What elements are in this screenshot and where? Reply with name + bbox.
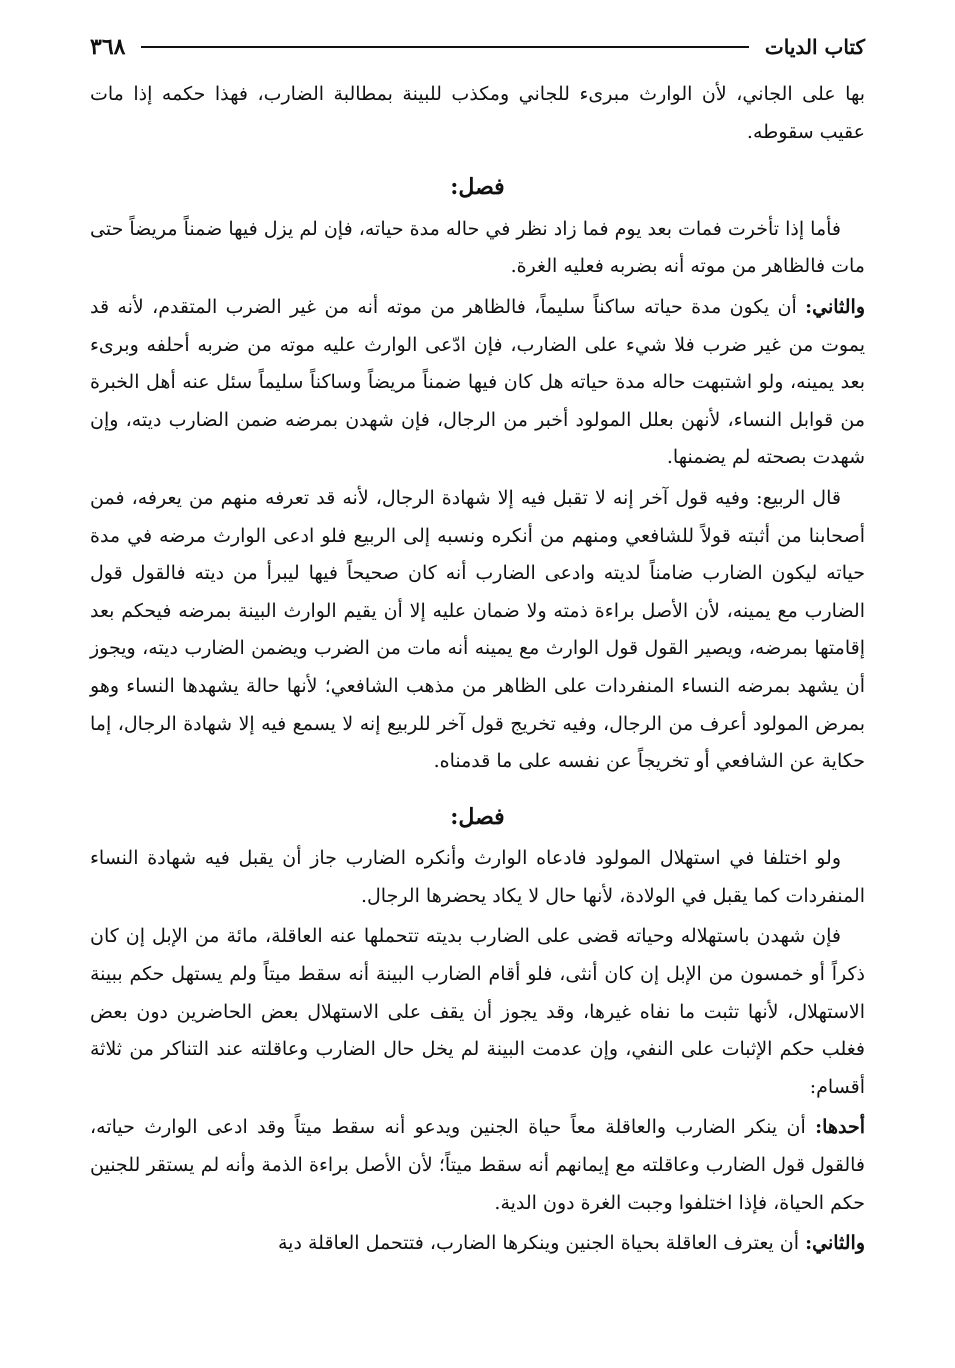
book-title: كتاب الديات <box>764 35 865 59</box>
header-rule <box>141 46 748 48</box>
section-heading: فصل: <box>450 803 505 830</box>
paragraph-lead: والثاني: <box>805 1232 865 1255</box>
paragraph: ولو اختلفا في استهلال المولود فادعاه الوارث وأنكره الضارب جاز أن يقبل فيه شهادة النساء المنفردات كما يقبل في الولادة، لأنها حال لا يكاد يحضرها الرجال. <box>90 847 865 907</box>
page-header <box>90 30 865 64</box>
paragraph <box>90 1225 865 1263</box>
paragraph: بها على الجاني، لأن الوارث مبرىء للجاني ومكذب للبينة بمطالبة الضارب، فهذا حكمه إذا مات عقيب سقوطه. <box>90 83 865 143</box>
paragraph: فإن شهدن باستهلاله وحياته قضى على الضارب بديته تتحملها عنه العاقلة، مائة من الإبل إن كان ذكراً أو خمسون من الإبل إن كان أنثى، فلو أقام الضارب البينة أنه سقط ميتاً ولم يستهل حكم ببينة الاستهلال، لأنها تثبت ما نفاه غيرها، وقد يجوز أن يقف على الاستهلال بعض الحاضرين دون بعض فغلب حكم الإثبات على النفي، وإن عدمت البينة لم يخل حال الضارب وعاقلته عند التناكر من ثلاثة أقسام: <box>90 925 866 1098</box>
paragraph <box>90 289 865 477</box>
paragraph: قال الربيع: وفيه قول آخر إنه لا تقبل فيه إلا شهادة الرجال، لأنه قد تعرفه منهم من يعرفه، فمن أصحابنا من أثبته قولاً للشافعي ومنهم من أنكره ونسبه إلى الربيع فلو ادعى الوارث مرضه في مدة حياته ليكون الضارب ضامناً لديته وادعى الضارب أنه كان صحيحاً فيها ليبرأ من ديته فالقول قول الضارب مع يمينه، لأن الأصل براءة ذمته ولا ضمان عليه إلا أن يقيم الوارث البينة بمرضه فيحكم بعد إقامتها بمرضه، ويصير القول قول الوارث مع يمينه أنه مات من الضرب ويضمن الضارب ديته، ويجوز أن يشهد بمرضه النساء المنفردات على الظاهر من مذهب الشافعي؛ لأنها حالة يشهدها النساء وهو بمرض المولود أعرف من الرجال، وفيه تخريج قول آخر للربيع إنه لا يسمع فيه إلا شهادة الرجال، إما حكاية عن الشافعي أو تخريجاً عن نفسه على ما قدمناه. <box>90 486 866 773</box>
paragraph <box>90 1109 865 1222</box>
page-body <box>90 76 865 1266</box>
paragraph-text: أن ينكر الضارب والعاقلة معاً حياة الجنين ويدعو أنه سقط ميتاً وقد ادعى الوارث حياته، فالقول قول الضارب وعاقلته مع إيمانهم أنه سقط ميتاً؛ لأن الأصل براءة الذمة وأنه لم يستقر للجنين حكم الحياة، فإذا اختلفوا وجبت الغرة دون الدية. <box>90 1116 865 1214</box>
paragraph-text: أن يكون مدة حياته ساكناً سليماً، فالظاهر من موته أنه من غير الضرب المتقدم، لأنه قد يموت من غير ضرب فلا شيء على الضارب، فإن ادّعى الوارث عليه موته من ضربه أحلفه وبرىء بعد يمينه، ولو اشتبهت حاله مدة حياته هل كان فيها ضمناً مريضاً وساكناً سليماً سئل عنه أهل الخبرة من قوابل النساء، لأنهن بعلل المولود أخبر من الرجال، فإن شهدن بمرضه ضمن الضارب ديته، وإن شهدت بصحته لم يضمنها. <box>90 295 865 469</box>
paragraph: فأما إذا تأخرت فمات بعد يوم فما زاد نظر في حاله مدة حياته، فإن لم يزل فيها ضمناً مريضاً حتى مات فالظاهر من موته أنه بضربه فعليه الغرة. <box>90 217 865 278</box>
page-number: ٣٦٨ <box>90 34 126 60</box>
paragraph-lead: أحدها: <box>815 1116 865 1139</box>
section-heading: فصل: <box>450 174 505 201</box>
paragraph-text: أن يعترف العاقلة بحياة الجنين وينكرها الضارب، فتتحمل العاقلة دية <box>278 1232 806 1255</box>
paragraph-lead: والثاني: <box>805 295 865 318</box>
